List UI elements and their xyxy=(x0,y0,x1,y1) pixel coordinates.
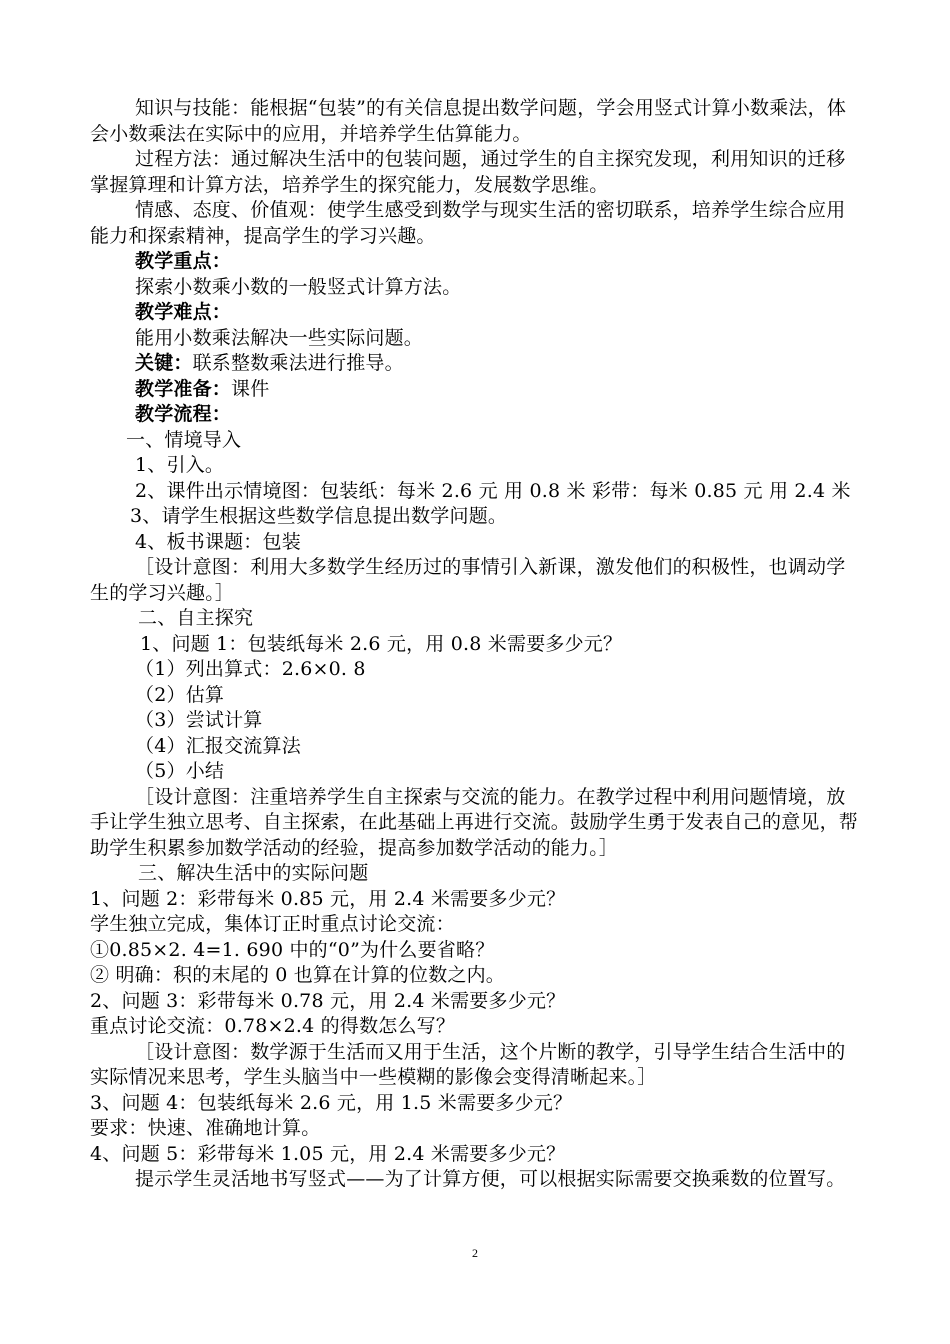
objective-knowledge: 知识与技能：能根据“包装”的有关信息提出数学问题，学会用竖式计算小数乘法，体会小数乘法在实际中的应用，并培养学生估算能力。 xyxy=(90,97,847,145)
section3-q3-note: 重点讨论交流：0.78×2.4 的得数怎么写？ xyxy=(90,1015,456,1037)
section3-q3: 2、问题 3：彩带每米 0.78 元，用 2.4 米需要多少元？ xyxy=(90,989,566,1012)
section3-q5-note: 提示学生灵活地书写竖式——为了计算方便，可以根据实际需要交换乘数的位置写。 xyxy=(135,1168,846,1190)
page-number: 2 xyxy=(472,1246,478,1260)
section1-step1: 1、引入。 xyxy=(135,454,225,476)
section2-s4: （4）汇报交流算法 xyxy=(135,734,301,757)
section1-intent: ［设计意图：利用大多数学生经历过的事情引入新课，激发他们的积极性，也调动学生的学习兴趣。］ xyxy=(90,556,846,604)
section3-q4-note: 要求：快速、准确地计算。 xyxy=(90,1117,321,1139)
section1-step4: 4、板书课题：包装 xyxy=(135,530,301,553)
section2-intent: ［设计意图：注重培养学生自主探索与交流的能力。在教学过程中利用问题情境，放手让学生独立思考、自主探索，在此基础上再进行交流。鼓励学生勇于发表自己的意见，帮助学生积累参加数学活动的经验，提高参加数学活动的能力。］ xyxy=(90,785,859,859)
prep-label: 教学准备： xyxy=(135,377,232,400)
section2-title: 二、自主探究 xyxy=(138,607,254,629)
section2-s5: （5）小结 xyxy=(135,760,225,782)
section3-intent: ［设计意图：数学源于生活而又用于生活，这个片断的教学，引导学生结合生活中的实际情况来思考，学生头脑当中一些模糊的影像会变得清晰起来。］ xyxy=(90,1040,846,1088)
document-body xyxy=(90,96,860,1193)
section3-q5: 4、问题 5：彩带每米 1.05 元，用 2.4 米需要多少元？ xyxy=(90,1142,566,1165)
key-line xyxy=(90,351,860,377)
section1-step3: 3、请学生根据这些数学信息提出数学问题。 xyxy=(130,505,508,527)
section2-s3: （3）尝试计算 xyxy=(135,709,263,731)
section1-title: 一、情境导入 xyxy=(126,428,242,451)
difficulty-heading: 教学难点： xyxy=(135,301,232,323)
objective-emotion: 情感、态度、价值观：使学生感受到数学与现实生活的密切联系，培养学生综合应用能力和探索精神，提高学生的学习兴趣。 xyxy=(90,199,846,247)
section2-s2: （2）估算 xyxy=(135,683,225,706)
flow-heading: 教学流程： xyxy=(135,403,232,425)
section3-q2-note: 学生独立完成，集体订正时重点讨论交流： xyxy=(90,913,455,935)
section3-q2-c2: ② 明确：积的末尾的 0 也算在计算的位数之内。 xyxy=(90,964,506,986)
section2-q1: 1、问题 1：包装纸每米 2.6 元，用 0.8 米需要多少元？ xyxy=(140,632,623,655)
key-label: 关键： xyxy=(135,352,193,374)
section3-q2-c1: ①0.85×2. 4=1. 690 中的“0”为什么要省略？ xyxy=(90,938,495,961)
objective-process: 过程方法：通过解决生活中的包装问题，通过学生的自主探究发现，利用知识的迁移掌握算理和计算方法，培养学生的探究能力，发展数学思维。 xyxy=(90,148,846,196)
section3-q4: 3、问题 4：包装纸每米 2.6 元，用 1.5 米需要多少元？ xyxy=(90,1091,573,1114)
section3-q2: 1、问题 2：彩带每米 0.85 元，用 2.4 米需要多少元？ xyxy=(90,887,566,910)
key-point-heading: 教学重点： xyxy=(135,250,232,272)
prep-text: 课件 xyxy=(231,377,270,400)
section2-s1: （1）列出算式：2.6×0. 8 xyxy=(135,658,366,680)
section3-title: 三、解决生活中的实际问题 xyxy=(138,862,369,884)
key-text: 联系整数乘法进行推导。 xyxy=(192,352,404,374)
key-point-text: 探索小数乘小数的一般竖式计算方法。 xyxy=(135,275,462,298)
prep-line xyxy=(90,377,860,403)
difficulty-text: 能用小数乘法解决一些实际问题。 xyxy=(135,326,424,349)
section1-step2: 2、课件出示情境图：包装纸：每米 2.6 元 用 0.8 米 彩带：每米 0.85 元 用 2.4 米 xyxy=(135,479,851,502)
